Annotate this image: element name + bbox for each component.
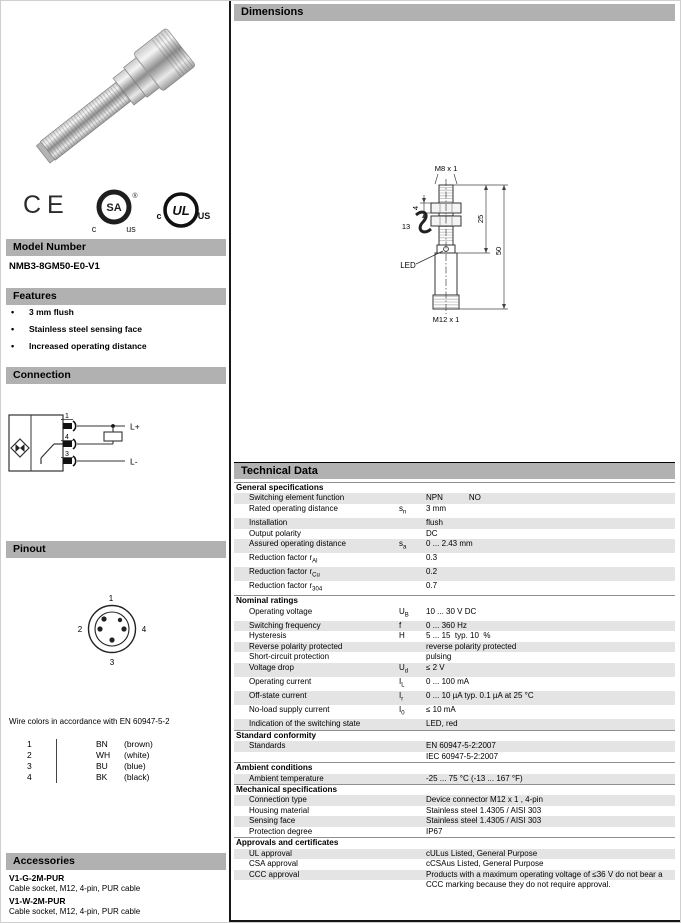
spec-value: 0 ... 100 mA — [426, 676, 470, 686]
spec-symbol: $I_r$ — [399, 691, 404, 703]
dimension-drawing — [394, 161, 544, 326]
svg-text:®: ® — [132, 193, 138, 200]
svg-text:M8 x 1: M8 x 1 — [434, 164, 458, 173]
spec-row — [234, 870, 675, 881]
spec-symbol — [399, 553, 426, 567]
page-bottom-rule — [230, 920, 681, 922]
spec-row — [234, 607, 675, 621]
spec-symbol — [399, 806, 426, 817]
spec-value: Stainless steel 1.4305 / AISI 303 — [426, 816, 542, 826]
spec-value: LED, red — [426, 719, 458, 729]
wire-pin: 2 — [27, 750, 32, 760]
wire-pin: 4 — [27, 772, 32, 782]
spec-value: EN 60947-5-2:2007 — [426, 741, 496, 751]
svg-text:US: US — [197, 211, 211, 221]
spec-row — [234, 705, 675, 719]
spec-row — [234, 691, 675, 705]
accessory-model: V1-G-2M-PUR — [9, 873, 65, 883]
spec-symbol — [399, 752, 426, 763]
spec-value: pulsing — [426, 652, 452, 662]
spec-label: CCC approval — [249, 869, 300, 879]
spec-value: 0 ... 360 Hz — [426, 620, 467, 630]
spec-label: Reduction factor $r_{304}$ — [249, 581, 323, 593]
spec-symbol — [399, 493, 426, 504]
spec-symbol — [399, 518, 426, 529]
svg-text:2: 2 — [77, 625, 83, 634]
spec-value: IP67 — [426, 826, 443, 836]
spec-symbol — [399, 652, 426, 663]
feature-text: Stainless steel sensing face — [29, 324, 142, 334]
svg-text:c: c — [91, 224, 97, 234]
wire-table-divider — [56, 739, 57, 783]
ul-logo — [153, 191, 211, 233]
accessory-item — [9, 896, 223, 917]
spec-label — [249, 880, 399, 891]
spec-label: Operating voltage — [249, 606, 313, 616]
spec-row — [234, 774, 675, 785]
technical-table — [234, 482, 675, 891]
spec-row — [234, 631, 675, 642]
spec-label: Reduction factor $r_{Cu}$ — [249, 567, 320, 579]
spec-symbol — [399, 795, 426, 806]
spec-section-header: Ambient conditions — [234, 762, 675, 773]
feature-item — [9, 307, 223, 324]
svg-text:L+: L+ — [130, 421, 140, 432]
svg-text:3: 3 — [65, 451, 69, 458]
svg-text:4: 4 — [141, 625, 147, 634]
spec-row — [234, 567, 675, 581]
spec-label: Voltage drop — [249, 662, 294, 672]
spec-label: Switching frequency — [249, 620, 321, 630]
svg-text:UL: UL — [172, 203, 190, 218]
dimensions-header: Dimensions — [234, 4, 675, 21]
spec-label: Standards — [249, 741, 286, 751]
spec-label: Housing material — [249, 805, 310, 815]
spec-row — [234, 642, 675, 653]
spec-value: 0 ... 2.43 mm — [426, 539, 473, 548]
wire-color: (white) — [124, 750, 150, 760]
wire-row — [9, 761, 219, 772]
wire-colors-table — [9, 739, 219, 783]
wire-color: (black) — [124, 772, 150, 782]
spec-symbol — [399, 581, 426, 595]
spec-value: ≤ 2 V — [426, 662, 445, 672]
spec-row — [234, 880, 675, 891]
bullet-icon: • — [11, 307, 15, 317]
feature-text: 3 mm flush — [29, 307, 74, 317]
column-divider — [229, 1, 231, 923]
feature-item — [9, 341, 223, 358]
wire-code: BK — [96, 772, 108, 782]
spec-symbol — [399, 816, 426, 827]
spec-label: Switching element function — [249, 493, 345, 503]
spec-value: ≤ 10 mA — [426, 705, 456, 715]
bullet-icon: • — [11, 341, 15, 351]
spec-row — [234, 795, 675, 806]
spec-label: Reduction factor $r_{Al}$ — [249, 553, 318, 565]
spec-label — [249, 752, 399, 763]
spec-row — [234, 663, 675, 677]
spec-value: Device connector M12 x 1 , 4-pin — [426, 795, 543, 805]
feature-text: Increased operating distance — [29, 341, 147, 351]
features-header: Features — [6, 288, 226, 305]
spec-symbol — [399, 827, 426, 838]
spec-symbol: $I_L$ — [399, 676, 405, 689]
spec-value: IEC 60947-5-2:2007 — [426, 751, 499, 761]
wire-pin: 1 — [27, 739, 32, 749]
svg-text:M12 x 1: M12 x 1 — [432, 315, 460, 324]
spec-row — [234, 859, 675, 870]
spec-row — [234, 816, 675, 827]
svg-text:13: 13 — [401, 222, 411, 231]
spec-row — [234, 806, 675, 817]
spec-label: Ambient temperature — [249, 773, 324, 783]
spec-row — [234, 827, 675, 838]
spec-label: Hysteresis — [249, 631, 287, 641]
features-list — [9, 307, 223, 358]
accessory-model: V1-W-2M-PUR — [9, 896, 66, 906]
spec-section-header: Standard conformity — [234, 730, 675, 741]
csa-logo — [89, 186, 141, 236]
spec-label: Assured operating distance — [249, 539, 346, 548]
spec-symbol — [399, 870, 426, 881]
spec-row — [234, 493, 675, 504]
spec-symbol — [399, 642, 426, 653]
spec-row — [234, 621, 675, 632]
spec-value: CCC marking because they do not require approval. — [426, 880, 611, 890]
accessories-header: Accessories — [6, 853, 226, 870]
spec-row — [234, 539, 675, 553]
wire-row — [9, 739, 219, 750]
spec-label: Operating current — [249, 676, 312, 686]
spec-label: Output polarity — [249, 528, 302, 538]
spec-label: Reverse polarity protected — [249, 641, 343, 651]
spec-row — [234, 741, 675, 752]
spec-symbol: f — [399, 620, 402, 630]
wire-color: (brown) — [124, 739, 153, 749]
spec-symbol: $s_n$ — [399, 503, 407, 516]
wire-row — [9, 750, 219, 761]
spec-value: NPN NO — [426, 493, 481, 503]
spec-label: Protection degree — [249, 826, 313, 836]
accessory-desc: Cable socket, M12, 4-pin, PUR cable — [9, 907, 141, 916]
ce-mark-logo: CE — [23, 191, 70, 219]
spec-value: 0.2 — [426, 567, 438, 577]
spec-section-header: Nominal ratings — [234, 595, 675, 606]
spec-label: UL approval — [249, 848, 292, 858]
spec-value: 5 ... 15 typ. 10 % — [426, 631, 491, 641]
connection-header: Connection — [6, 367, 226, 384]
wire-colors-note: Wire colors in accordance with EN 60947-5-2 — [9, 717, 170, 726]
svg-text:4: 4 — [411, 205, 420, 211]
bullet-icon: • — [11, 324, 15, 334]
svg-text:LED: LED — [400, 261, 416, 270]
spec-value: 0 ... 10 µA typ. 0.1 µA at 25 °C — [426, 691, 534, 701]
spec-value: cCSAus Listed, General Purpose — [426, 859, 544, 869]
spec-label: CSA approval — [249, 859, 298, 869]
svg-text:25: 25 — [476, 214, 485, 224]
spec-value: reverse polarity protected — [426, 641, 517, 651]
spec-value: 0.7 — [426, 581, 438, 591]
spec-value: flush — [426, 518, 443, 527]
spec-value: Products with a maximum operating voltage of ≤36 V do not bear a — [426, 869, 663, 879]
svg-text:1: 1 — [108, 594, 114, 603]
spec-value: 0.3 — [426, 553, 438, 563]
accessories-list — [9, 873, 223, 919]
svg-text:us: us — [126, 224, 136, 234]
spec-section-header: Approvals and certificates — [234, 837, 675, 848]
svg-text:1: 1 — [65, 413, 69, 420]
spec-symbol: $U_B$ — [399, 606, 409, 619]
spec-value: Stainless steel 1.4305 / AISI 303 — [426, 805, 542, 815]
wire-code: BU — [96, 761, 108, 771]
spec-label: Indication of the switching state — [249, 719, 361, 729]
wire-row — [9, 772, 219, 783]
spec-symbol — [399, 719, 426, 730]
spec-row — [234, 581, 675, 595]
spec-label: Connection type — [249, 795, 307, 805]
accessory-item — [9, 873, 223, 894]
model-number-header: Model Number — [6, 239, 226, 256]
spec-value: 10 ... 30 V DC — [426, 606, 477, 616]
spec-symbol: $s_a$ — [399, 539, 407, 551]
product-photo — [9, 7, 221, 183]
spec-symbol: $I_0$ — [399, 705, 405, 717]
spec-row — [234, 504, 675, 518]
spec-row — [234, 652, 675, 663]
svg-text:50: 50 — [494, 246, 503, 256]
spec-symbol — [399, 849, 426, 860]
spec-row — [234, 849, 675, 860]
technical-data-header: Technical Data — [234, 462, 675, 479]
spec-section-header: General specifications — [234, 482, 675, 493]
pinout-diagram — [56, 591, 168, 673]
spec-value: DC — [426, 528, 438, 538]
wire-pin: 3 — [27, 761, 32, 771]
spec-row — [234, 752, 675, 763]
spec-symbol: H — [399, 631, 405, 641]
spec-symbol: $U_d$ — [399, 662, 409, 675]
spec-label: Rated operating distance — [249, 503, 338, 513]
spec-value: 3 mm — [426, 503, 446, 513]
svg-text:SA: SA — [106, 202, 122, 214]
svg-text:4: 4 — [65, 434, 69, 441]
spec-label: No-load supply current — [249, 705, 330, 715]
feature-item — [9, 324, 223, 341]
model-number-value: NMB3-8GM50-E0-V1 — [9, 261, 100, 272]
wire-color: (blue) — [124, 761, 146, 771]
svg-text:c: c — [156, 211, 162, 221]
spec-value: cULus Listed, General Purpose — [426, 848, 538, 858]
spec-symbol — [399, 529, 426, 540]
pinout-header: Pinout — [6, 541, 226, 558]
svg-text:L-: L- — [130, 456, 138, 467]
spec-row — [234, 553, 675, 567]
spec-symbol — [399, 567, 426, 581]
spec-label: Off-state current — [249, 691, 307, 701]
spec-label: Installation — [249, 518, 288, 527]
spec-symbol — [399, 741, 426, 752]
connection-diagram — [7, 401, 217, 486]
wire-code: BN — [96, 739, 108, 749]
spec-row — [234, 719, 675, 730]
spec-value: -25 ... 75 °C (-13 ... 167 °F) — [426, 773, 523, 783]
spec-row — [234, 529, 675, 540]
spec-section-header: Mechanical specifications — [234, 784, 675, 795]
spec-symbol — [399, 774, 426, 785]
svg-text:3: 3 — [109, 658, 115, 667]
spec-label: Short-circuit protection — [249, 652, 330, 662]
spec-label: Sensing face — [249, 816, 296, 826]
spec-row — [234, 677, 675, 691]
accessory-desc: Cable socket, M12, 4-pin, PUR cable — [9, 884, 141, 893]
spec-symbol — [399, 880, 426, 891]
spec-symbol — [399, 859, 426, 870]
wire-code: WH — [96, 750, 111, 760]
spec-row — [234, 518, 675, 529]
